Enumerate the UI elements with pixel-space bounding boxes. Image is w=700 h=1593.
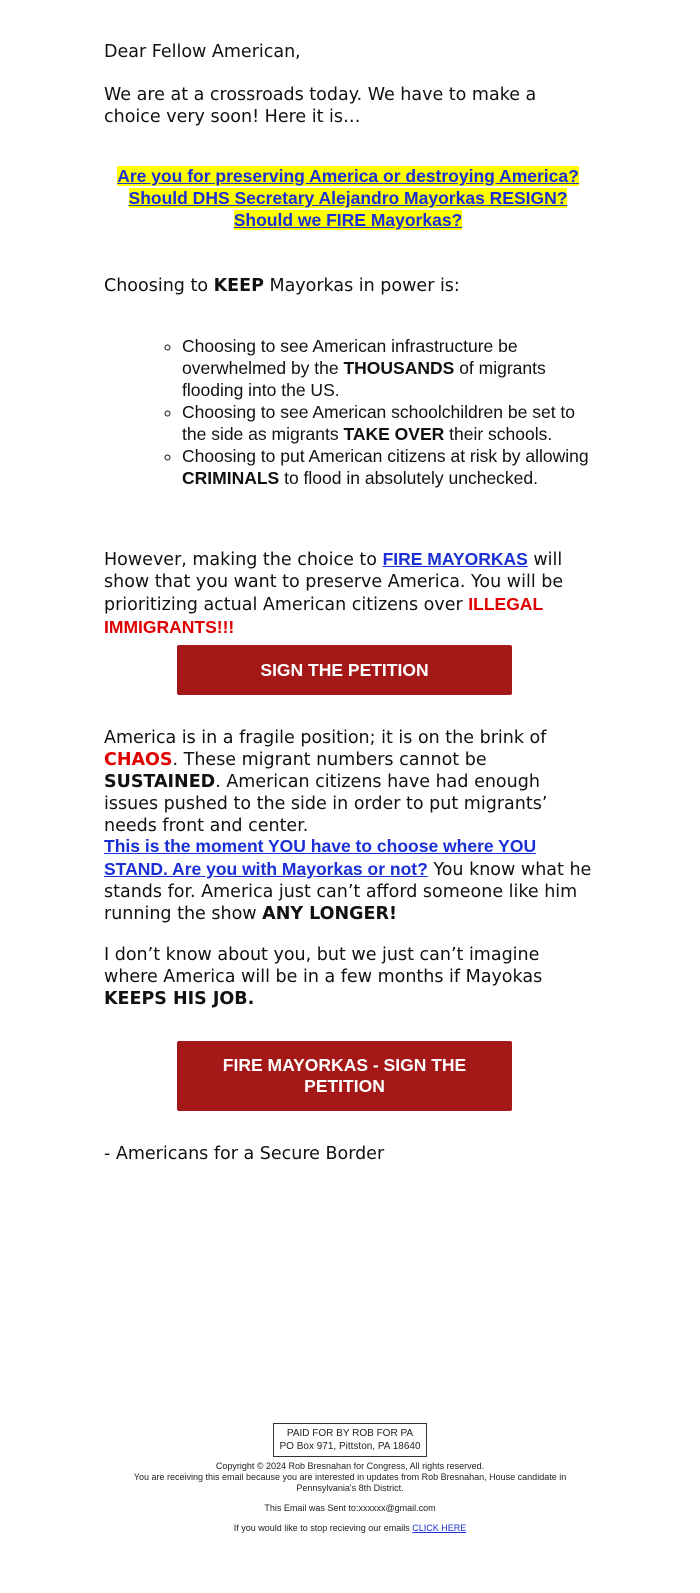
paid-line-2: PO Box 971, Pittston, PA 18640 — [279, 1441, 421, 1452]
fire-mayorkas-link[interactable]: FIRE MAYORKAS — [382, 549, 528, 569]
illegal-immigrants-text: ILLEGAL IMMIGRANTS!!! — [104, 594, 543, 637]
fire-mayorkas-petition-button[interactable]: FIRE MAYORKAS - SIGN THE PETITION — [177, 1041, 512, 1111]
any-longer-bold: ANY LONGER! — [262, 904, 397, 924]
greeting: Dear Fellow American, — [104, 42, 301, 62]
bullet-bold: TAKE OVER — [343, 424, 445, 444]
paid-for-box — [273, 1423, 426, 1457]
sent-to-text: This Email was Sent to:xxxxxx@gmail.com — [264, 1503, 436, 1513]
bullet-text: to flood in absolutely unchecked. — [279, 468, 539, 488]
keep-paragraph — [104, 275, 594, 297]
unsubscribe-link[interactable]: CLICK HERE — [412, 1523, 467, 1533]
bullet-text: of migrants flooding into the US. — [182, 358, 546, 400]
unsubscribe-pre: If you would like to stop recieving our emails — [233, 1523, 413, 1533]
bullet-text: Choosing to put American citizens at risk by allowing — [182, 446, 589, 466]
headline-block — [98, 165, 598, 231]
footer — [0, 1423, 700, 1534]
headline-link-2[interactable]: Should DHS Secretary Alejandro Mayorkas RESIGN? — [128, 188, 568, 208]
list-item — [182, 401, 594, 445]
imagine-text-pre: I don’t know about you, but we just can’t imagine where America will be in a few months if Mayokas — [104, 945, 543, 987]
keep-text-post: Mayorkas in power is: — [263, 276, 460, 296]
sustained-bold: SUSTAINED — [104, 772, 216, 792]
keep-text-pre: Choosing to — [104, 276, 214, 296]
moment-text-mid: You know what he stands for. America just can’t afford someone like him running the show — [104, 860, 592, 924]
headline-link-3[interactable]: Should we FIRE Mayorkas? — [233, 210, 463, 230]
imagine-paragraph — [104, 944, 594, 1010]
bullet-text: Choosing to see American infrastructure be overwhelmed by the — [182, 336, 518, 378]
intro-paragraph: We are at a crossroads today. We have to make a choice very soon! Here it is… — [104, 85, 537, 127]
bullet-list — [104, 335, 594, 489]
chaos-text-post: . American citizens have had enough issues pushed to the side in order to put migrants’ needs front and center. — [104, 772, 548, 836]
paid-line-1: PAID FOR BY ROB FOR PA — [286, 1428, 414, 1439]
keeps-job-bold: KEEPS HIS JOB. — [104, 989, 255, 1009]
receiving-text: You are receiving this email because you are interested in updates from Rob Bresnahan, House candidate in Pennsylvania's 8th District. — [133, 1472, 567, 1493]
bullet-text: their schools. — [444, 424, 553, 444]
headline-link-1[interactable]: Are you for preserving America or destroying America? — [117, 166, 579, 186]
chaos-text-mid: . These migrant numbers cannot be — [172, 750, 487, 770]
chaos-text-pre: America is in a fragile position; it is on the brink of — [104, 728, 547, 748]
bullet-bold: CRIMINALS — [182, 468, 280, 488]
chaos-paragraph — [104, 727, 594, 837]
moment-paragraph — [104, 835, 594, 925]
chaos-red-text: CHAOS — [104, 750, 173, 770]
fire-text-pre: However, making the choice to — [104, 550, 383, 570]
bullet-bold: THOUSANDS — [343, 358, 455, 378]
choose-stand-link[interactable]: This is the moment YOU have to choose where YOU STAND. Are you with Mayorkas or not? — [104, 836, 537, 879]
fire-text-mid: will show that you want to preserve America. You will be prioritizing actual American citizens over — [104, 550, 564, 615]
list-item — [182, 445, 594, 489]
keep-bold: KEEP — [213, 276, 264, 296]
list-item — [182, 335, 594, 401]
signature: - Americans for a Secure Border — [104, 1144, 385, 1164]
unsubscribe-text — [0, 1523, 700, 1534]
bullet-text: Choosing to see American schoolchildren be set to the side as migrants — [182, 402, 576, 444]
copyright-text: Copyright © 2024 Rob Bresnahan for Congress, All rights reserved. — [215, 1461, 485, 1471]
sign-petition-button[interactable]: SIGN THE PETITION — [177, 645, 512, 695]
fire-paragraph — [104, 548, 594, 639]
